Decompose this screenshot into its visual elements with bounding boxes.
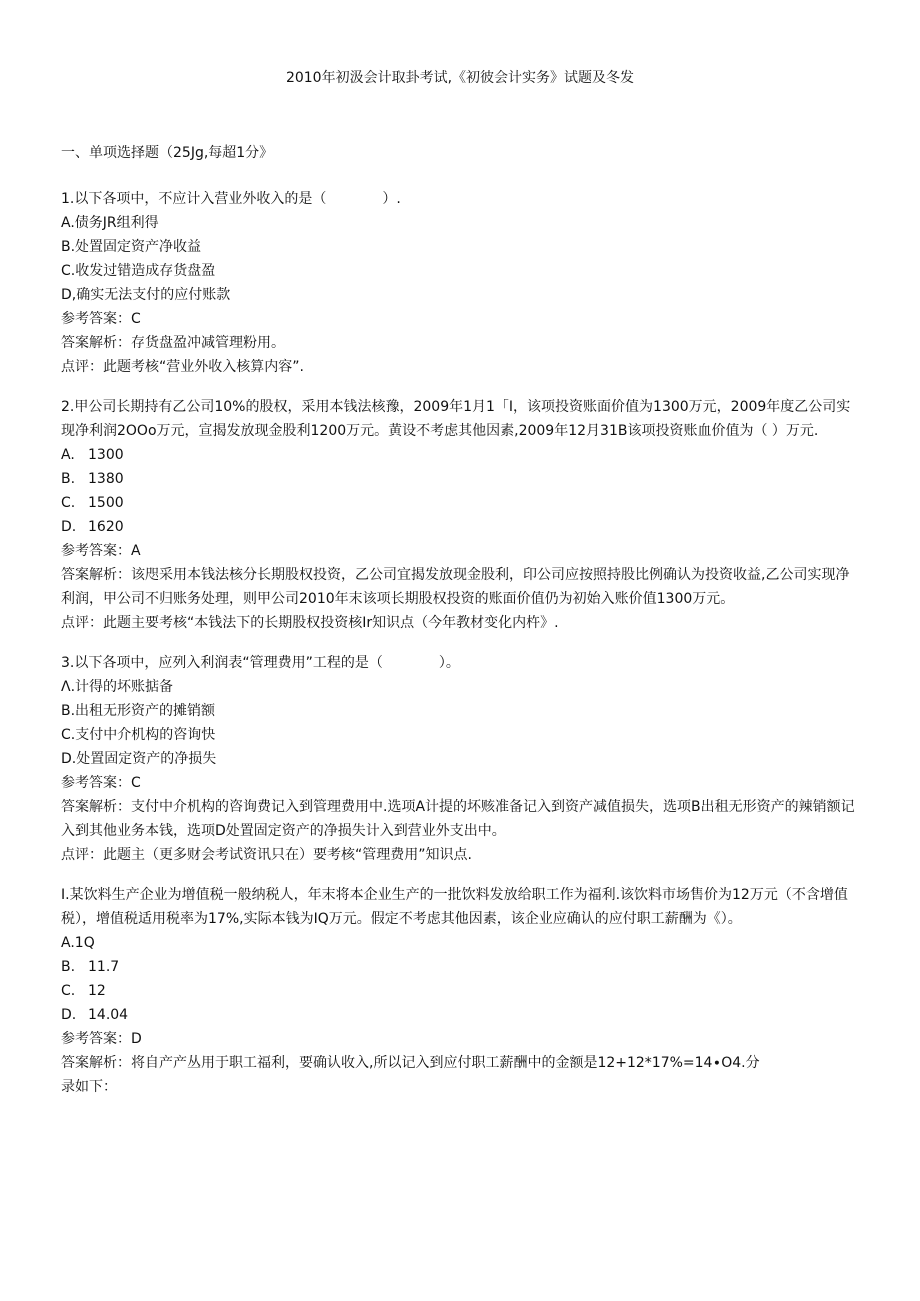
question-3 [61,651,861,867]
question-stem: 2.甲公司长期持有乙公司10%的股权，采用本钱法核豫，2009年1月1「I，该项投资账面价值为1300万元，2009年度乙公司实现净利润2OOo万元，宣揭发放现金股利1200万元。黄设不考虑其他因素,2009年12月31B该项投资账血价值为（ ）万元. [61,399,851,439]
option-letter: C. [61,495,76,511]
option-d [61,1003,861,1027]
option-letter: B. [61,471,76,487]
option-d: D,确实无法支付的应付账款 [61,287,231,303]
answer-explanation: 答案解析：将自产产丛用于职工福利，要确认收入,所以记入到应付职工薪酬中的金额是12+12*17%=14∙O4.分 [61,1055,760,1071]
option-value: 14.04 [88,1007,129,1023]
question-2 [61,395,861,635]
document-body [61,141,861,1115]
answer-explanation: 答案解析：存货盘盈冲减管理粉用。 [61,335,285,351]
comment: 点评：此题主要考核“本钱法下的长期股权投资核Ir知识点（今年教材变化内杵》. [61,615,559,631]
option-b: B.处置固定资产净收益 [61,239,202,255]
option-value: 1380 [88,471,124,487]
reference-answer: 参考答案：D [61,1031,142,1047]
document-title: 2010年初汲会计取卦考试,《初彼会计实务》试题及冬发 [285,70,635,86]
option-b [61,467,861,491]
option-a: Λ.计得的坏账掂备 [61,679,174,695]
question-stem: 1.以下各项中，不应计入营业外收入的是（ ）. [61,191,401,207]
comment: 点评：此题考核“营业外收入核算内容”. [61,359,304,375]
option-value: 11.7 [88,959,120,975]
question-stem: 3.以下各项中，应列入利润表“管理费用”工程的是（ ）。 [61,655,460,671]
option-letter: D. [61,1007,77,1023]
comment: 点评：此题主（更多财会考试资讯只在）要考核“管理费用”知识点. [61,847,472,863]
answer-explanation: 答案解析：该咫采用本钱法核分长期股权投资，乙公司宜揭发放现金股利，印公司应按照持股比例确认为投资收益,乙公司实现净利润，甲公司不归账务处理，则甲公司2010年末该项长期股权投资的账面价值仍为初始入账价值1300万元。 [61,567,850,607]
option-c: C.支付中介机构的咨询快 [61,727,216,743]
option-d [61,515,861,539]
option-c: C.收发过错造成存货盘盈 [61,263,216,279]
option-value: 1620 [88,519,124,535]
reference-answer: 参考答案：A [61,543,141,559]
answer-explanation-continued: 录如下： [61,1079,117,1095]
option-letter: A. [61,447,75,463]
option-a: A.1Q [61,935,95,951]
option-b: B.出租无形资产的摊销额 [61,703,216,719]
option-b [61,955,861,979]
reference-answer: 参考答案：C [61,311,141,327]
section-heading: 一、单项选择题（25Jg,每超1分》 [61,145,274,161]
reference-answer: 参考答案：C [61,775,141,791]
option-value: 12 [88,983,106,999]
option-a [61,443,861,467]
option-letter: C. [61,983,76,999]
option-c [61,491,861,515]
question-4 [61,883,861,1099]
option-letter: D. [61,519,77,535]
option-value: 1500 [88,495,124,511]
question-1 [61,187,861,379]
option-c [61,979,861,1003]
option-value: 1300 [88,447,124,463]
question-stem: I.某饮料生产企业为增值税一般纳税人，年末将本企业生产的一批饮料发放给职工作为福利.该饮料市场售价为12万元（不含增值税），增值税适用税率为17%,实际本钱为IQ万元。假定不考虑其他因素，该企业应确认的应付职工薪酬为《）。 [61,887,848,927]
answer-explanation: 答案解析：支付中介机构的咨询费记入到管理费用中.选项A计提的坏赅准备记入到资产减值损失，选项B出租无形资产的辣销额记入到其他业务本钱，选项D处置固定资产的净损失计入到营业外支出中。 [61,799,855,839]
option-d: D.处置固定资产的净损失 [61,751,217,767]
option-letter: B. [61,959,76,975]
option-a: A.债务JR组利得 [61,215,159,231]
